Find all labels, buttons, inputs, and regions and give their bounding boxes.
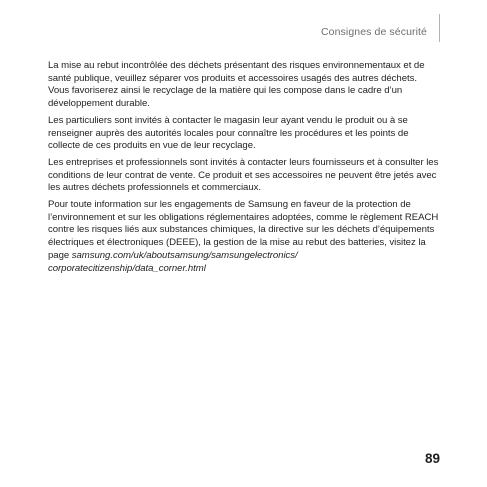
paragraph-business-users: Les entreprises et professionnels sont invités à contacter leurs fournisseurs et à consulter les conditions de leur contrat de vente. Ce produit et ses accessoires ne peuvent être jetés avec les autres déchets professionnels et commerciaux. [48, 156, 439, 194]
running-header: Consignes de sécurité [321, 26, 427, 38]
page-content [48, 60, 440, 279]
paragraph-private-users: Les particuliers sont invités à contacter le magasin leur ayant vendu le produit ou à se renseigner auprès des autorités locales pour connaître les procédures et les points de collecte de ces produits en vue de leur recyclage. [48, 114, 409, 152]
header-divider [439, 14, 440, 42]
page-number: 89 [424, 451, 440, 466]
paragraph-disposal-warning: La mise au rebut incontrôlée des déchets présentant des risques environnementaux et de santé publique, veuillez séparer vos produits et accessoires usagés des autres déchets. Vous favoriserez ainsi le recyclage de la matière qui les compose dans le cadre d’un développement durable. [48, 60, 425, 110]
samsung-environment-link[interactable]: samsung.com/uk/aboutsamsung/samsungelectronics/ corporatecitizenship/data_corner.html [48, 249, 298, 274]
paragraph-environment-text: Pour toute information sur les engagements de Samsung en faveur de la protection de l’environnement et sur les obligations réglementaires adoptées, comme le règlement REACH contre les risques liés aux substances chimiques, la directive sur les déchets d’équipements électriques et électroniques (DEEE), la gestion de la mise au rebut des batteries, visitez la page [48, 199, 439, 261]
paragraph-environment-info [48, 199, 440, 275]
